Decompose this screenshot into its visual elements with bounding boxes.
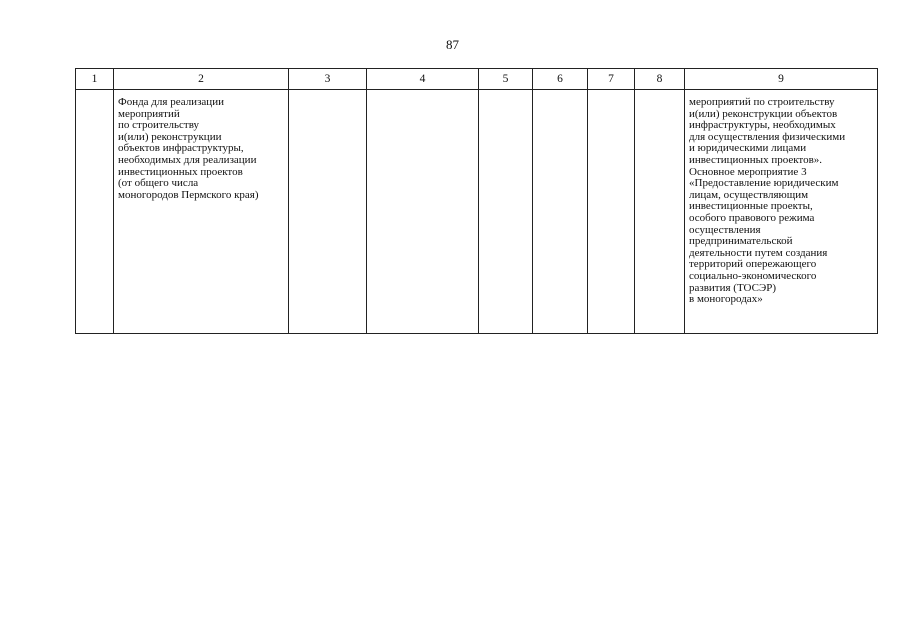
header-cell-8: 8 [635,69,685,90]
cell-col-7 [588,90,635,334]
table-row [76,90,878,334]
cell-col-5 [479,90,533,334]
cell-col-3-text [289,90,366,97]
cell-col-4 [367,90,479,334]
cell-col-5-text [479,90,532,97]
cell-col-1 [76,90,114,334]
cell-col-8-text [635,90,684,97]
cell-col-4-text [367,90,478,97]
header-cell-2: 2 [114,69,289,90]
data-table [75,68,878,334]
page-number: 87 [446,37,459,52]
table-header-row [76,69,878,90]
header-cell-1: 1 [76,69,114,90]
cell-col-1-text [76,90,113,97]
header-cell-7: 7 [588,69,635,90]
cell-col-2-text: Фонда для реализации мероприятий по строительству и(или) реконструкции объектов инфраструктуры, необходимых для реализации инвестиционных проектов (от общего числа моногородов Пермского края) [118,96,259,201]
header-cell-6: 6 [533,69,588,90]
cell-col-2 [114,90,289,334]
header-cell-4: 4 [367,69,479,90]
cell-col-6 [533,90,588,334]
cell-col-3 [289,90,367,334]
header-cell-9: 9 [685,69,878,90]
header-cell-3: 3 [289,69,367,90]
cell-col-6-text [533,90,587,97]
cell-col-8 [635,90,685,334]
header-cell-5: 5 [479,69,533,90]
cell-col-9-text: мероприятий по строительству и(или) реконструкции объектов инфраструктуры, необходимых для осуществления физическими и юридическими лицами инвестиционных проектов». Основное мероприятие 3 «Предоставление юридическим лицам, осуществляющим инвестиционные проекты, особого правового режима осуществления предпринимательской деятельности путем создания территорий опережающего социально-экономического развития (ТОСЭР) в моногородах» [689,96,846,306]
cell-col-7-text [588,90,634,97]
cell-col-9 [685,90,878,334]
